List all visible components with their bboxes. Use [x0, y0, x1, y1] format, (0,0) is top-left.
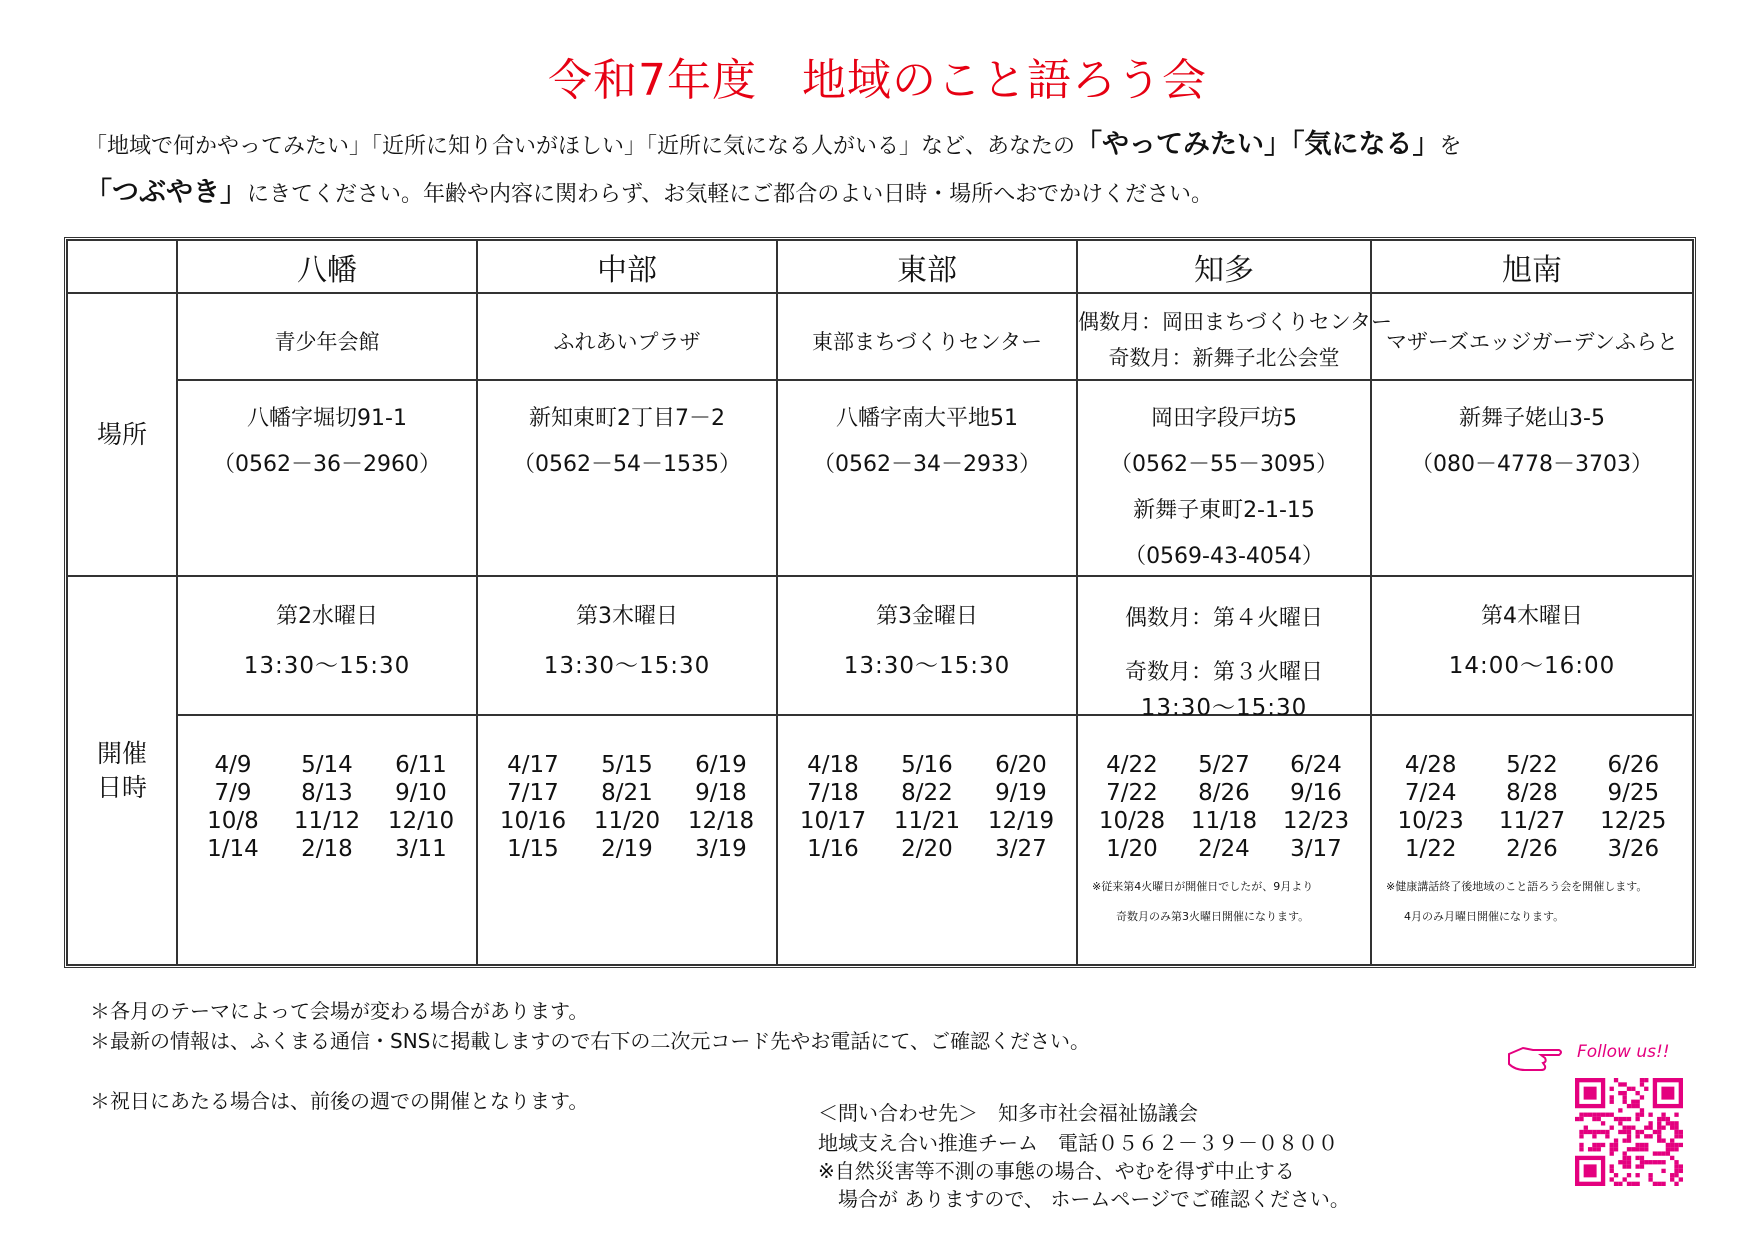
address: 新舞子姥山3-5 [1459, 406, 1605, 431]
date-grid [786, 751, 1068, 863]
venue-cell [177, 293, 477, 380]
meeting-date: 2/26 [1506, 836, 1558, 862]
meeting-day: 第4木曜日 [1481, 604, 1583, 629]
meeting-date: 4/17 [507, 752, 559, 778]
contact-line-3: ※自然災害等不測の事態の場合、やむを得ず中止する [818, 1159, 1295, 1183]
date-row [1086, 835, 1362, 863]
meeting-date: 2/18 [301, 836, 353, 862]
meeting-date: 2/19 [601, 836, 653, 862]
table-corner [67, 240, 177, 293]
meeting-day: 第3木曜日 [576, 604, 678, 629]
meeting-date: 10/23 [1397, 808, 1464, 834]
meeting-date: 6/26 [1607, 752, 1660, 778]
meeting-date: 6/19 [695, 752, 747, 778]
area-header: 八幡 [177, 240, 477, 293]
dates-cell [1077, 715, 1371, 965]
schedule-cell [1371, 576, 1693, 715]
address-cell [477, 380, 777, 576]
dates-cell [1371, 715, 1693, 965]
meeting-time: 13:30～15:30 [843, 653, 1011, 679]
meeting-date: 4/22 [1106, 752, 1158, 778]
date-row [786, 835, 1068, 863]
venue-name: マザーズエッジガーデンふらと [1385, 330, 1679, 354]
meeting-date: 5/15 [601, 752, 653, 778]
follow-us-label: Follow us!! [1577, 1042, 1670, 1062]
meeting-date: 7/24 [1404, 780, 1457, 806]
row-label-datetime: 開催日時 [67, 576, 177, 965]
intro-emphasis: 「やってみたい」「気になる」 [1075, 129, 1440, 160]
meeting-date: 10/28 [1098, 808, 1166, 834]
meeting-date: 12/25 [1600, 808, 1667, 834]
meeting-date: 2/24 [1198, 836, 1250, 862]
address: 新舞子東町2-1-15 [1133, 498, 1315, 523]
meeting-date: 10/17 [799, 808, 867, 834]
meeting-day: 奇数月：第３火曜日 [1124, 660, 1323, 685]
date-row [186, 807, 468, 835]
address: 新知東町2丁目7－2 [529, 406, 725, 431]
address: 八幡字堀切91-1 [247, 406, 407, 431]
schedule-cell [1077, 576, 1371, 721]
meeting-time: 13:30～15:30 [1140, 695, 1308, 721]
date-row [186, 835, 468, 863]
intro-emphasis: 「つぶやき」 [85, 177, 247, 208]
address: 岡田字段戸坊5 [1151, 406, 1297, 431]
meeting-date: 11/20 [593, 808, 661, 834]
phone-number: （080－4778－3703） [1411, 452, 1653, 477]
date-footnote: ※健康講話終了後地域のこと語ろう会を開催します。 [1386, 880, 1648, 893]
meeting-date: 5/22 [1506, 752, 1558, 778]
date-row [786, 779, 1068, 807]
meeting-date: 8/26 [1198, 780, 1250, 806]
phone-number: （0569-43-4054） [1124, 544, 1324, 569]
venue-name: 青少年会館 [274, 330, 380, 354]
date-row [1086, 807, 1362, 835]
date-row [1380, 751, 1684, 779]
meeting-date: 3/19 [695, 836, 747, 862]
meeting-date: 8/21 [601, 780, 653, 806]
schedule-cell [477, 576, 777, 715]
meeting-date: 8/13 [301, 780, 353, 806]
meeting-date: 4/28 [1404, 752, 1457, 778]
meeting-date: 9/10 [395, 780, 447, 806]
meeting-date: 7/17 [507, 780, 559, 806]
meeting-date: 6/20 [995, 752, 1047, 778]
qr-code-icon[interactable] [1575, 1078, 1683, 1186]
meeting-date: 9/25 [1607, 780, 1660, 806]
meeting-date: 7/22 [1106, 780, 1158, 806]
address-cell [1077, 380, 1371, 576]
note-latest-info: ＊最新の情報は、ふくまる通信・SNSに掲載しますので右下の二次元コード先やお電話にて、ご確認ください。 [90, 1029, 1090, 1053]
date-row [1380, 807, 1684, 835]
meeting-date: 12/18 [687, 808, 755, 834]
meeting-date: 5/14 [301, 752, 353, 778]
date-footnote: 奇数月のみ第3火曜日開催になります。 [1116, 910, 1310, 923]
meeting-date: 9/18 [695, 780, 747, 806]
meeting-date: 2/20 [901, 836, 953, 862]
meeting-date: 4/9 [214, 752, 252, 778]
date-row [786, 751, 1068, 779]
contact-line-1: ＜問い合わせ先＞ 知多市社会福祉協議会 [818, 1101, 1198, 1125]
venue-name: 奇数月：新舞子北公会堂 [1108, 346, 1340, 370]
meeting-date: 4/18 [807, 752, 859, 778]
meeting-date: 3/27 [995, 836, 1047, 862]
contact-line-2: 地域支え合い推進チーム 電話０５６２－３９－０８００ [818, 1131, 1338, 1155]
date-row [186, 751, 468, 779]
date-row [486, 751, 768, 779]
phone-number: （0562－54－1535） [513, 452, 741, 477]
date-row [186, 779, 468, 807]
meeting-day: 第3金曜日 [876, 604, 978, 629]
meeting-date: 11/12 [293, 808, 361, 834]
venue-cell [1371, 293, 1693, 380]
date-row [486, 779, 768, 807]
phone-number: （0562－36－2960） [213, 452, 441, 477]
meeting-date: 8/22 [901, 780, 953, 806]
schedule-cell [777, 576, 1077, 715]
intro-text: 「地域で何かやってみたい」「近所に知り合いがほしい」「近所に気になる人がいる」など、あなたの [85, 134, 1076, 159]
venue-cell [477, 293, 777, 380]
meeting-date: 8/28 [1506, 780, 1558, 806]
meeting-date: 11/18 [1190, 808, 1258, 834]
date-row [486, 835, 768, 863]
venue-cell [1077, 293, 1392, 380]
meeting-date: 1/20 [1106, 836, 1158, 862]
meeting-date: 7/18 [807, 780, 859, 806]
meeting-day: 偶数月：第４火曜日 [1124, 606, 1323, 631]
date-row [1086, 751, 1362, 779]
meeting-date: 10/8 [207, 808, 259, 834]
date-grid [486, 751, 768, 863]
pointing-hand-icon [1505, 1040, 1565, 1074]
meeting-date: 11/27 [1498, 808, 1566, 834]
phone-number: （0562－34－2933） [813, 452, 1041, 477]
dates-cell [777, 715, 1077, 965]
meeting-date: 1/15 [507, 836, 559, 862]
meeting-date: 3/26 [1607, 836, 1660, 862]
meeting-time: 13:30～15:30 [243, 653, 411, 679]
area-header: 知多 [1077, 240, 1371, 293]
intro-line-1 [85, 122, 1462, 161]
venue-cell [777, 293, 1077, 380]
schedule-cell [177, 576, 477, 715]
date-grid [1380, 751, 1684, 863]
venue-name: 偶数月：岡田まちづくりセンター [1078, 310, 1392, 334]
contact-line-4: 場合が ありますので、 ホームページでご確認ください。 [818, 1187, 1350, 1211]
meeting-date: 6/24 [1290, 752, 1342, 778]
date-footnote: 4月のみ月曜日開催になります。 [1404, 910, 1565, 923]
meeting-date: 5/27 [1198, 752, 1250, 778]
address-cell [777, 380, 1077, 576]
page-title: 令和7年度 地域のこと語ろう会 [548, 55, 1207, 106]
meeting-date: 1/14 [207, 836, 259, 862]
intro-line-2 [85, 170, 1213, 209]
row-label-place: 場所 [67, 293, 177, 576]
meeting-date: 10/16 [499, 808, 567, 834]
meeting-time: 14:00～16:00 [1448, 653, 1616, 679]
date-row [1380, 779, 1684, 807]
meeting-time: 13:30～15:30 [543, 653, 711, 679]
date-footnote: ※従来第4火曜日が開催日でしたが、9月より [1092, 880, 1314, 893]
address-cell [1371, 380, 1693, 576]
date-grid [1086, 751, 1362, 863]
meeting-date: 11/21 [893, 808, 961, 834]
area-header: 中部 [477, 240, 777, 293]
meeting-date: 1/16 [807, 836, 859, 862]
meeting-date: 12/10 [387, 808, 455, 834]
meeting-date: 5/16 [901, 752, 953, 778]
meeting-date: 7/9 [214, 780, 252, 806]
note-holiday: ＊祝日にあたる場合は、前後の週での開催となります。 [90, 1089, 589, 1113]
dates-cell [477, 715, 777, 965]
date-grid [186, 751, 468, 863]
address: 八幡字南大平地51 [836, 406, 1018, 431]
meeting-day: 第2水曜日 [276, 604, 378, 629]
meeting-date: 3/11 [395, 836, 447, 862]
schedule-table [64, 237, 1696, 968]
address-cell [177, 380, 477, 576]
meeting-date: 9/19 [995, 780, 1047, 806]
intro-text: を [1439, 134, 1462, 159]
date-row [1086, 779, 1362, 807]
dates-cell [177, 715, 477, 965]
meeting-date: 12/23 [1282, 808, 1350, 834]
meeting-date: 1/22 [1404, 836, 1457, 862]
meeting-date: 9/16 [1290, 780, 1342, 806]
intro-text: にきてください。年齢や内容に関わらず、お気軽にご都合のよい日時・場所へおでかけください。 [247, 182, 1214, 207]
date-row [486, 807, 768, 835]
phone-number: （0562－55－3095） [1110, 452, 1338, 477]
meeting-date: 3/17 [1290, 836, 1342, 862]
meeting-date: 12/19 [987, 808, 1055, 834]
area-header: 東部 [777, 240, 1077, 293]
meeting-date: 6/11 [395, 752, 447, 778]
date-row [1380, 835, 1684, 863]
venue-name: 東部まちづくりセンター [812, 330, 1042, 354]
area-header: 旭南 [1371, 240, 1693, 293]
date-row [786, 807, 1068, 835]
venue-name: ふれあいプラザ [553, 330, 701, 354]
note-venue-change: ＊各月のテーマによって会場が変わる場合があります。 [90, 999, 589, 1023]
